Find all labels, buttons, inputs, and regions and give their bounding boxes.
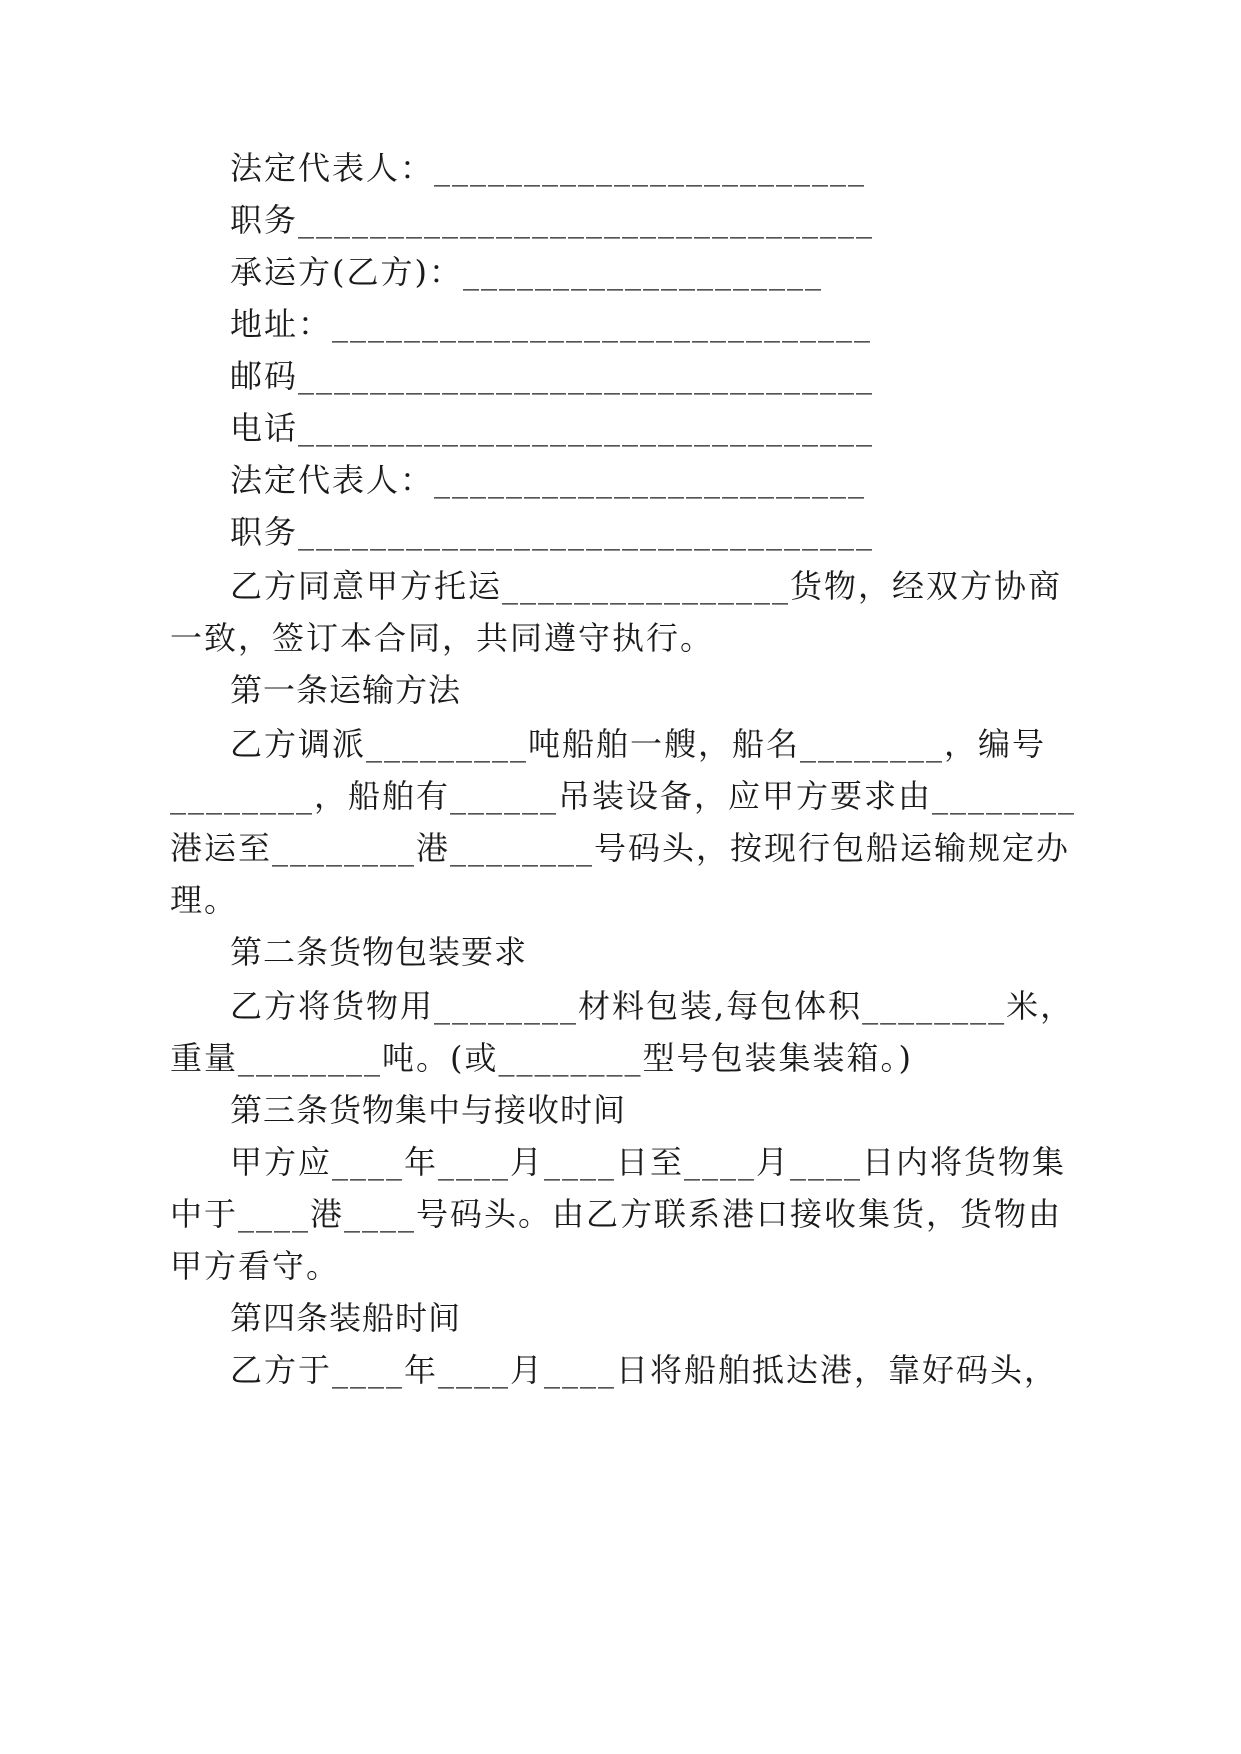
article-2-title: 第二条货物包装要求 bbox=[230, 933, 528, 971]
field-carrier bbox=[230, 252, 823, 292]
field-label: 法定代表人： bbox=[230, 149, 435, 187]
article-3-line-1: 甲方应____年____月____日至____月____日内将货物集 bbox=[230, 1143, 1067, 1181]
field-label: 职务 bbox=[230, 201, 299, 239]
field-blank: ____________________ bbox=[462, 253, 823, 291]
article-1-line-1: 乙方调派_________吨船舶一艘，船名________，编号 bbox=[230, 725, 1047, 763]
field-label: 职务 bbox=[230, 513, 299, 551]
field-label: 地址： bbox=[230, 305, 333, 343]
field-legal-rep-b bbox=[230, 460, 866, 500]
article-3-line-2: 中于____港____号码头。由乙方联系港口接收集货，货物由 bbox=[170, 1195, 1063, 1233]
field-legal-rep-a bbox=[230, 148, 866, 188]
article-2-line-1: 乙方将货物用________材料包装,每包体积________米， bbox=[230, 987, 1075, 1025]
intro-line-2: 一致，签订本合同，共同遵守执行。 bbox=[170, 619, 715, 657]
field-label: 承运方(乙方)： bbox=[230, 253, 463, 291]
field-position-b bbox=[230, 512, 874, 552]
article-2-line-2: 重量________吨。(或________型号包装集装箱。) bbox=[170, 1039, 913, 1077]
field-blank: ______________________________ bbox=[332, 305, 873, 343]
intro-line-1: 乙方同意甲方托运________________货物，经双方协商 bbox=[230, 567, 1063, 605]
field-blank: ________________________________ bbox=[298, 201, 875, 239]
field-label: 法定代表人： bbox=[230, 461, 435, 499]
field-blank: ________________________ bbox=[434, 461, 867, 499]
field-phone bbox=[230, 408, 874, 448]
field-blank: ________________________________ bbox=[298, 409, 875, 447]
article-3-line-3: 甲方看守。 bbox=[170, 1247, 341, 1285]
field-position-a bbox=[230, 200, 874, 240]
article-3-title: 第三条货物集中与接收时间 bbox=[230, 1091, 627, 1129]
article-1-line-2: ________，船舶有______吊装设备，应甲方要求由________ bbox=[170, 777, 1077, 815]
field-label: 电话 bbox=[230, 409, 299, 447]
field-blank: ________________________________ bbox=[298, 513, 875, 551]
article-1-line-3: 港运至________港________号码头，按现行包船运输规定办 bbox=[170, 829, 1071, 867]
article-1-title: 第一条运输方法 bbox=[230, 671, 462, 709]
field-blank: ________________________________ bbox=[298, 357, 875, 395]
field-postcode bbox=[230, 356, 874, 396]
article-4-line-1: 乙方于____年____月____日将船舶抵达港，靠好码头， bbox=[230, 1351, 1059, 1389]
field-blank: ________________________ bbox=[434, 149, 867, 187]
field-label: 邮码 bbox=[230, 357, 299, 395]
field-address bbox=[230, 304, 872, 344]
article-4-title: 第四条装船时间 bbox=[230, 1299, 462, 1337]
article-1-line-4: 理。 bbox=[170, 881, 239, 919]
